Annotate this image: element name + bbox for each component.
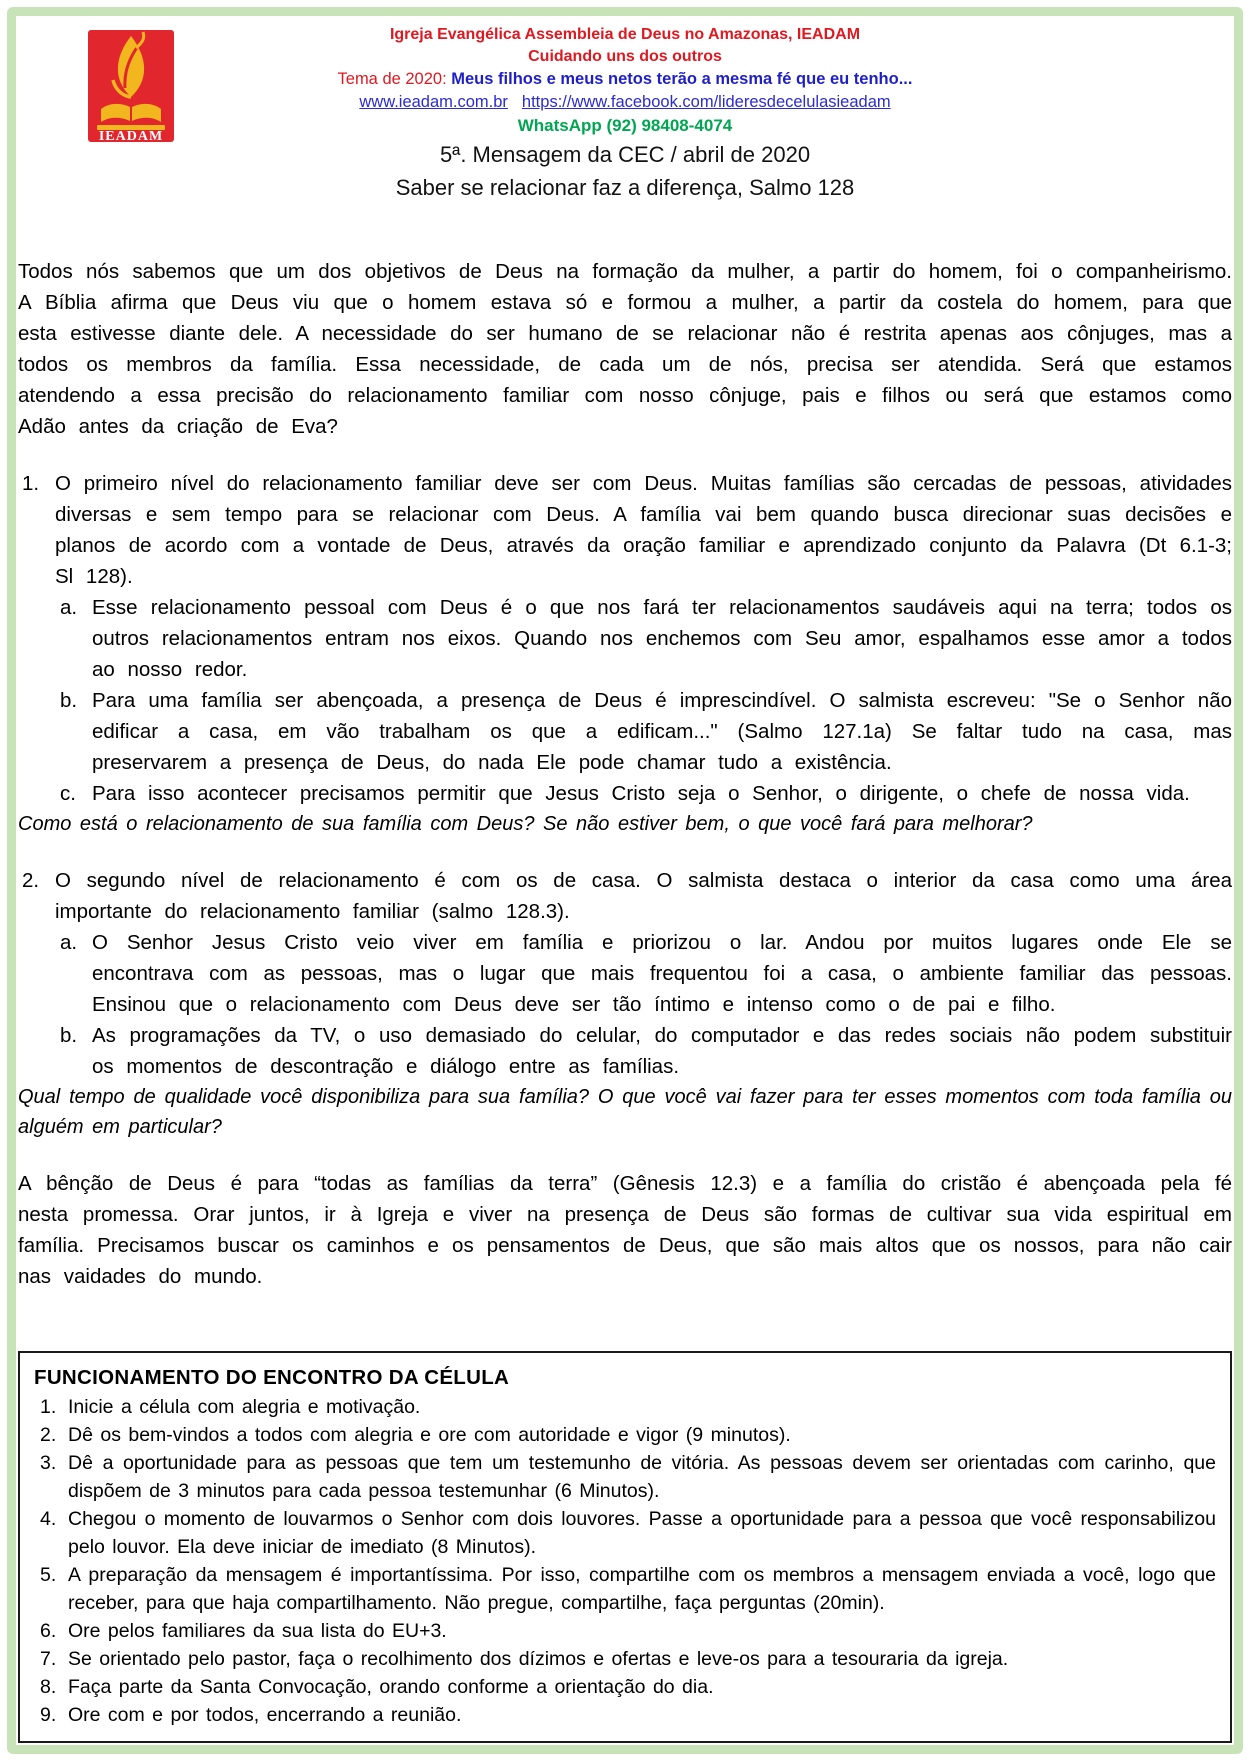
box-item-9-text: Ore com e por todos, encerrando a reunião.: [68, 1704, 462, 1726]
intro-paragraph: Todos nós sabemos que um dos objetivos de Deus na formação da mulher, a partir do homem, foi o companheirismo. A Bíblia afirma que Deus viu que o homem estava só e formou a mulher, a partir da costela do homem, para que esta estivesse diante dele. A necessidade do ser humano de se relacionar não é restrita apenas aos cônjuges, mas a todos os membros da família. Essa necessidade, de cada um de nós, precisa ser atendida. Será que estamos atendendo a essa precisão do relacionamento familiar com nosso cônjuge, pais e filhos ou será que estamos como Adão antes da criação de Eva?: [18, 260, 1232, 438]
subitem-2b: [56, 1020, 1232, 1082]
box-item-9: [34, 1701, 1216, 1729]
box-item-2-number: 2.: [40, 1424, 57, 1446]
reflection-question-1: Como está o relacionamento de sua família com Deus? Se não estiver bem, o que você fará para melhorar?: [18, 813, 1033, 835]
document-header: [18, 24, 1232, 224]
subitem-2a-letter: a.: [60, 931, 78, 954]
box-item-2-text: Dê os bem-vindos a todos com alegria e ore com autoridade e vigor (9 minutos).: [68, 1424, 791, 1446]
logo-wordmark: IEADAM: [98, 129, 164, 142]
box-item-1: [34, 1393, 1216, 1421]
box-item-3-number: 3.: [40, 1452, 57, 1474]
header-theme-line: [18, 68, 1232, 91]
box-item-6: [34, 1617, 1216, 1645]
box-item-6-text: Ore pelos familiares da sua lista do EU+3.: [68, 1620, 447, 1642]
box-item-9-number: 9.: [40, 1704, 57, 1726]
box-item-7-number: 7.: [40, 1648, 57, 1670]
ieadam-logo: [88, 30, 174, 142]
box-item-3-text: Dê a oportunidade para as pessoas que tem um testemunho de vitória. As pessoas devem ser orientadas com carinho, que dispõem de 3 minutos para cada pessoa testemunhar (6 Minutos).: [68, 1452, 1216, 1502]
subitem-1a: [56, 592, 1232, 685]
subitem-2a: [56, 927, 1232, 1020]
theme-year-label: Tema de 2020:: [337, 70, 452, 88]
box-item-8-text: Faça parte da Santa Convocação, orando conforme a orientação do dia.: [68, 1676, 714, 1698]
numbered-point-2: [18, 865, 1232, 1082]
point-1-item: [18, 468, 1232, 592]
subitem-2a-text: O Senhor Jesus Cristo veio viver em família e priorizou o lar. Andou por muitos lugares onde Ele se encontrava com as pessoas, mas o lugar que mais frequentou foi a casa, o ambiente familiar das pessoas. Ensinou que o relacionamento com Deus deve ser tão íntimo e intenso como o de pai e filho.: [92, 931, 1232, 1016]
subitem-1c-letter: c.: [60, 782, 76, 805]
subitem-1c: [56, 778, 1232, 809]
point-2-subitems: [56, 927, 1232, 1082]
reflection-question-2: Qual tempo de qualidade você disponibiliza para sua família? O que você vai fazer para ter esses momentos com toda família ou alguém em particular?: [18, 1086, 1232, 1138]
document-body: [18, 256, 1232, 1292]
whatsapp-number: WhatsApp (92) 98408-4074: [517, 116, 733, 135]
facebook-link[interactable]: https://www.facebook.com/lideresdecelulasieadam: [521, 93, 891, 111]
subitem-1b-letter: b.: [60, 689, 78, 712]
box-item-4: [34, 1505, 1216, 1561]
point-1-text: O primeiro nível do relacionamento familiar deve ser com Deus. Muitas famílias são cercadas de pessoas, atividades diversas e sem tempo para se relacionar com Deus. A família vai bem quando busca direcionar suas decisões e planos de acordo com a vontade de Deus, através da oração familiar e aprendizado conjunto da Palavra (Dt 6.1-3; Sl 128).: [55, 472, 1232, 588]
subitem-2b-letter: b.: [60, 1024, 78, 1047]
box-title: FUNCIONAMENTO DO ENCONTRO DA CÉLULA: [34, 1366, 510, 1389]
header-motto: Cuidando uns dos outros: [528, 48, 722, 65]
box-item-3: [34, 1449, 1216, 1505]
box-item-6-number: 6.: [40, 1620, 57, 1642]
theme-text: Meus filhos e meus netos terão a mesma fé que eu tenho...: [451, 70, 913, 88]
header-links-line: [18, 91, 1232, 114]
closing-paragraph: A bênção de Deus é para “todas as famílias da terra” (Gênesis 12.3) e a família do cristão é abençoada pela fé nesta promessa. Orar juntos, ir à Igreja e viver na presença de Deus são formas de cultivar sua vida espiritual em família. Precisamos buscar os caminhos e os pensamentos de Deus, que são mais altos que os nossos, para não cair nas vaidades do mundo.: [18, 1172, 1232, 1288]
box-item-4-text: Chegou o momento de louvarmos o Senhor com dois louvores. Passe a oportunidade para a pessoa que você responsabilizou pelo louvor. Ela deve iniciar de imediato (8 Minutos).: [68, 1508, 1216, 1558]
subitem-1c-text: Para isso acontecer precisamos permitir que Jesus Cristo seja o Senhor, o dirigente, o chefe de nossa vida.: [92, 782, 1190, 805]
box-item-list: [34, 1393, 1216, 1729]
website-link[interactable]: www.ieadam.com.br: [359, 93, 508, 111]
numbered-point-1: [18, 468, 1232, 809]
subitem-1b-text: Para uma família ser abençoada, a presença de Deus é imprescindível. O salmista escreveu: "Se o Senhor não edificar a casa, em vão trabalham os que a edificam..." (Salmo 127.1a) Se faltar tudo na casa, mas preservarem a presença de Deus, do nada Ele pode chamar tudo a existência.: [92, 689, 1232, 774]
point-1-number: 1.: [22, 472, 40, 495]
point-2-number: 2.: [22, 869, 40, 892]
box-item-7: [34, 1645, 1216, 1673]
subitem-2b-text: As programações da TV, o uso demasiado do celular, do computador e das redes sociais não podem substituir os momentos de descontração e diálogo entre as famílias.: [92, 1024, 1232, 1078]
box-item-5-text: A preparação da mensagem é importantíssima. Por isso, compartilhe com os membros a mensagem enviada a você, logo que receber, para que haja compartilhamento. Não pregue, compartilhe, faça perguntas (20min).: [68, 1564, 1216, 1614]
box-item-1-text: Inicie a célula com alegria e motivação.: [68, 1396, 421, 1418]
box-item-8: [34, 1673, 1216, 1701]
box-item-1-number: 1.: [40, 1396, 57, 1418]
subitem-1b: [56, 685, 1232, 778]
box-item-8-number: 8.: [40, 1676, 57, 1698]
cell-meeting-box: [18, 1351, 1232, 1743]
subitem-1a-text: Esse relacionamento pessoal com Deus é o que nos fará ter relacionamentos saudáveis aqui na terra; todos os outros relacionamentos entram nos eixos. Quando nos enchemos com Seu amor, espalhamos esse amor a todos ao nosso redor.: [92, 596, 1232, 681]
header-org-line: Igreja Evangélica Assembleia de Deus no Amazonas, IEADAM: [389, 26, 861, 43]
box-item-7-text: Se orientado pelo pastor, faça o recolhimento dos dízimos e ofertas e leve-os para a tesouraria da igreja.: [68, 1648, 1009, 1670]
box-item-5: [34, 1561, 1216, 1617]
point-2-item: [18, 865, 1232, 927]
subitem-1a-letter: a.: [60, 596, 78, 619]
message-title: 5ª. Mensagem da CEC / abril de 2020: [439, 142, 811, 167]
point-2-text: O segundo nível de relacionamento é com os de casa. O salmista destaca o interior da casa como uma área importante do relacionamento familiar (salmo 128.3).: [55, 869, 1232, 923]
box-item-5-number: 5.: [40, 1564, 57, 1586]
message-subtitle: Saber se relacionar faz a diferença, Salmo 128: [395, 175, 855, 200]
box-item-4-number: 4.: [40, 1508, 57, 1530]
box-item-2: [34, 1421, 1216, 1449]
point-1-subitems: [56, 592, 1232, 809]
